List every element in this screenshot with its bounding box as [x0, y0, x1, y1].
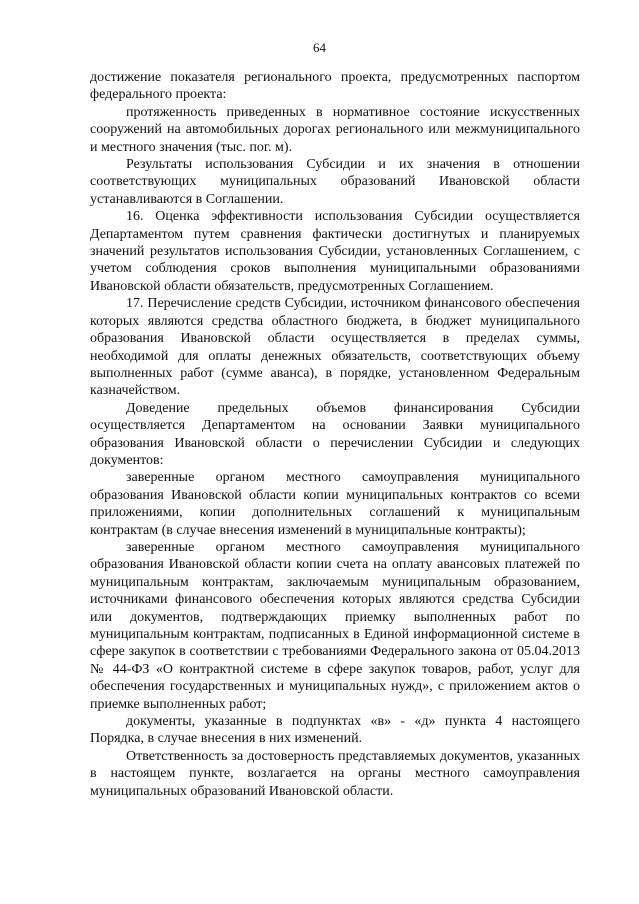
- paragraph-bridge-length: протяженность приведенных в нормативное состояние искусственных сооружений на автомобильных дорогах регионального или межмуниципального и местного значения (тыс. пог. м).: [90, 104, 580, 155]
- paragraph-goal-indicator: достижение показателя регионального проекта, предусмотренных паспортом федерального проекта:: [90, 70, 580, 103]
- paragraph-invoice-copies: заверенные органом местного самоуправления муниципального образования Ивановской области копии счета на оплату авансовых платежей по муниципальным контрактам, заключаемым муниципальным образованием, источниками финансового обеспечения которых являются средства Субсидии или документов, подтверждающих приемку выполненных работ по муниципальным контрактам, подписанных в Единой информационной системе в сфере закупок в соответствии с требованиями Федерального закона от 05.04.2013 № 44-ФЗ «О контрактной системе в сфере закупок товаров, работ, услуг для обеспечения государственных и муниципальных нужд», с приложением актов о приемке выполненных работ;: [90, 539, 580, 712]
- paragraph-17-transfer: 17. Перечисление средств Субсидии, источником финансового обеспечения которых являются средства областного бюджета, в бюджет муниципального образования Ивановской области осуществляется в пределах суммы, необходимой для оплаты денежных обязательств, соответствующих объему выполненных работ (сумме аванса), в порядке, установленном Федеральным казначейством.: [90, 296, 580, 399]
- page-number: 64: [313, 40, 326, 55]
- paragraph-subclause-documents: документы, указанные в подпунктах «в» - «д» пункта 4 настоящего Порядка, в случае внесения в них изменений.: [90, 714, 580, 747]
- paragraph-contract-copies: заверенные органом местного самоуправления муниципального образования Ивановской области копии муниципальных контрактов со всеми приложениями, копии дополнительных соглашений к муниципальным контрактам (в случае внесения изменений в муниципальные контракты);: [90, 470, 580, 538]
- paragraph-funding-limits: Доведение предельных объемов финансирования Субсидии осуществляется Департаментом на основании Заявки муниципального образования Ивановской области о перечислении Субсидии и следующих документов:: [90, 400, 580, 468]
- paragraph-responsibility: Ответственность за достоверность представляемых документов, указанных в настоящем пункте, возлагается на органы местного самоуправления муниципальных образований Ивановской области.: [90, 748, 580, 799]
- paragraph-subsidy-results: Результаты использования Субсидии и их значения в отношении соответствующих муниципальных образований Ивановской области устанавливаются в Соглашении.: [90, 157, 580, 207]
- document-body: [90, 69, 580, 800]
- paragraph-16-evaluation: 16. Оценка эффективности использования Субсидии осуществляется Департаментом путем сравнения фактически достигнутых и планируемых значений результатов использования Субсидии, установленных Соглашением, с учетом соблюдения сроков выполнения муниципальными образованиями Ивановской области обязательств, предусмотренных Соглашением.: [90, 209, 580, 294]
